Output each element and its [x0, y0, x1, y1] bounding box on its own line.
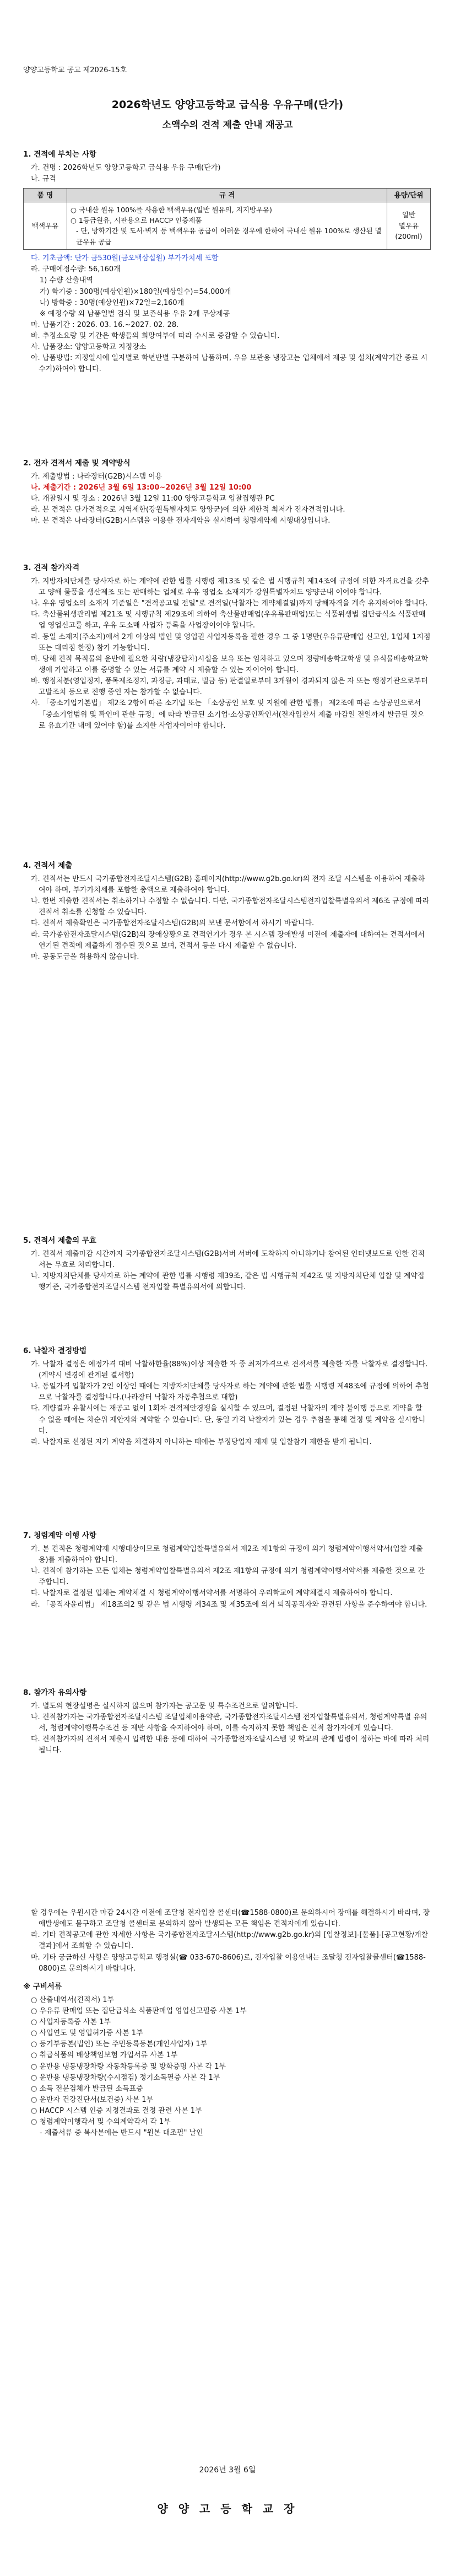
- document-item: - 제출서류 중 복사본에는 반드시 "원본 대조필" 날인: [40, 2129, 203, 2138]
- section-3-line: 다. 축산물위생관리법 제21조 및 시행규칙 제29조에 의하여 축산물판매업(우유류판매업)또는 식품위생법 집단급식소 식품판매업 영업신고를 하고, 우유 도소매 사업자 등록을 사업장이어야 합니다.: [31, 610, 426, 630]
- spec-unit-line: (200ml): [395, 232, 422, 241]
- section-8-line: 마. 기타 궁금하신 사항은 양양고등학교 행정실(☎ 033-670-8606)로, 전자입찰 이용안내는 조달청 전자입찰콜센터(☎1588-0800)로 문의하시기 바랍니다.: [31, 1953, 426, 1973]
- document-item: ○ 사업연도 및 영업허가증 사본 1부: [31, 2029, 143, 2038]
- section-2-line: 다. 개찰일시 및 장소 : 2026년 3월 12일 11:00 양양고등학교 입찰집행관 PC: [31, 495, 275, 503]
- document-item: ○ 우유류 판매업 또는 집단급식소 식품판매업 영업신고필증 사본 1부: [31, 2006, 247, 2015]
- section-3: [23, 562, 431, 732]
- spec-line: ○ 국내산 원유 100%를 사용한 백색우유(일반 원유의, 지지방우유): [71, 205, 272, 214]
- section-3-line: 마. 당해 견적 목적물의 운반에 필요한 차량(냉장탑차)시설을 보유 또는 임차하고 있으며 정량배송학교학생 및 유식물배송학교학생에 가입하고 이를 증명할 수 있는 서류를 계약 시 제출할 수 있는 자이어야 합니다.: [31, 654, 429, 675]
- section-1-line: 1) 수량 산출내역: [40, 276, 93, 285]
- section-7-title: 7. 청렴계약 이행 사항: [23, 1531, 96, 1540]
- section-6-line: 나. 동일가격 입찰자가 2인 이상인 때에는 지방자치단체를 당사자로 하는 계약에 관한 법률 시행령 제48조에 규정에 의하여 추첨으로 낙찰자를 결정합니다.(나라장터 낙찰자 자동추첨으로 대함): [31, 1382, 429, 1402]
- document-subtitle: 소액수의 견적 제출 안내 재공고: [162, 120, 293, 131]
- section-2-line: 나. 제출기간 : 2026년 3월 6일 13:00~2026년 3월 12일 10:00: [31, 484, 252, 492]
- section-1-line: 마. 납품기간 : 2026. 03. 16.~2027. 02. 28.: [31, 320, 179, 329]
- section-8-line: 다. 견적참가자의 견적서 제출시 입력한 내용 등에 대하여 국가종합전자조달시스템 및 학교의 관계 법령이 정하는 바에 따라 처리됩니다.: [31, 1735, 430, 1755]
- document-item: ○ HACCP 시스템 인증 지정결과로 결정 관련 사본 1부: [31, 2107, 202, 2116]
- section-7-line: 가. 본 견적은 청렴계약제 시행대상이므로 청렴계약입찰특별유의서 제2조 제1항의 규정에 의거 청렴계약이행서약서(입찰 제출용)를 제출하여야 합니다.: [31, 1544, 423, 1565]
- spec-unit-line: 멸우유: [398, 221, 419, 230]
- document-item: ○ 청렴계약이행각서 및 수의계약각서 각 1부: [31, 2118, 171, 2127]
- section-1-line: 라. 구매예정수량: 56,160개: [31, 265, 121, 274]
- section-3-line: 라. 동일 소재지(주소지)에서 2개 이상의 법인 및 영업권 사업자등록을 필한 경우 그 중 1명만(우유류판매업 신고인, 1업체 1지점 또는 대리점 한정) 참가 가능합니다.: [31, 632, 431, 652]
- section-6-line: 라. 낙찰자로 선정된 자가 계약을 체결하지 아니하는 때에는 부정당업자 제재 및 입찰참가 제한을 받게 됩니다.: [31, 1437, 372, 1446]
- section-4-line: 다. 견적서 제출확인은 국가종합전자조달시스템(G2B)의 보낸 문서함에서 하시기 바랍니다.: [31, 919, 315, 928]
- document-item: ○ 소득 전문검체가 발급된 소득표증: [31, 2084, 143, 2093]
- spec-item: 백색우유: [24, 202, 67, 250]
- spec-unit-line: 일반: [402, 211, 416, 219]
- section-8: [23, 1687, 431, 1757]
- document-item: ○ 취급식품의 배상책임보험 가입서류 사본 1부: [31, 2051, 178, 2060]
- section-1-line: 사. 납품장소: 양양고등학교 지정장소: [31, 343, 147, 352]
- required-documents: [23, 1981, 431, 2139]
- section-8-line: 가. 별도의 현장설명은 실시하지 않으며 참가자는 공고문 및 특수조건으로 알려합니다.: [31, 1702, 298, 1710]
- section-3-line: 바. 행정처분(영업정지, 품목제조정지, 과징금, 과태료, 벌금 등) 판결일로부터 3개월이 경과되지 않은 자 또는 행정기관으로부터 고발조치 등으로 진행 중인 자는 참가할 수 없습니다.: [31, 677, 428, 697]
- document-title: 2026학년도 양양고등학교 급식용 우유구매(단가): [111, 99, 344, 111]
- section-4-line: 가. 견적서는 반드시 국가종합전자조달시스템(G2B) 홈페이지(http://www.g2b.go.kr)의 전자 조달 시스템을 이용하여 제출하여야 하며, 부가가치세를 포함한 총액으로 제출하여야 합니다.: [31, 874, 425, 895]
- section-4-line: 마. 공동도급을 허용하지 않습니다.: [31, 952, 139, 961]
- section-5-line: 가. 견적서 제출마감 시간까지 국가종합전자조달시스템(G2B)서버 서버에 도착하지 아니하거나 참여된 인터넷보도로 인한 견적서는 무효로 처리합니다.: [31, 1249, 425, 1270]
- school-name: 양 양 고 등 학 교 장: [157, 2502, 298, 2515]
- spec-header: 용량/단위: [387, 189, 431, 202]
- section-1-line: 가) 학기중 : 300명(예상인원)×180일(예상일수)=54,000개: [40, 287, 231, 296]
- spec-line: - 단, 방학기간 및 도서·벽지 등 백색우유 공급이 어려운 경우에 한하여 국내산 원유 100%로 생산된 멸균우유 공급: [76, 227, 382, 246]
- section-5-line: 나. 지방자치단체를 당사자로 하는 계약에 관한 법률 시행령 제39조, 같은 법 시행규칙 제42조 및 지방자치단체 입찰 및 계약집행기준, 국가종합전자조달시스템 전자입찰 특별유의서에 의합니다.: [31, 1272, 425, 1292]
- spec-unit: [387, 202, 431, 250]
- section-3-title: 3. 견적 참가자격: [23, 564, 80, 572]
- document-item: ○ 산출내역서(견적서) 1부: [31, 1995, 115, 2004]
- section-1-line: 다. 기초금액: 단가 금530원(금오백삼십원) 부가가치세 포함: [31, 254, 219, 263]
- section-4-line: 라. 국가종합전자조달시스템(G2B)의 장애상황으로 견적연기가 경우 본 시스템 장애발생 이전에 제출자에 대하여는 견적서에서 연기된 견적에 제출하게 접수된 것으로 보며, 견적서 등을 다시 제출할 수 없습니다.: [31, 930, 425, 950]
- section-5-title: 5. 견적서 제출의 무효: [23, 1236, 96, 1245]
- document-item: ○ 사업자등록증 사본 1부: [31, 2018, 111, 2027]
- document-item: ○ 운반자 건강진단서(보건증) 사본 1부: [31, 2096, 154, 2105]
- spec-header: 품 명: [24, 189, 67, 202]
- section-4-line: 나. 한번 제출한 견적서는 취소하거나 수정할 수 없습니다. 다만, 국가종합전자조달시스템전자입찰특별유의서 제6조 규정에 따라 견적서 취소를 신청할 수 있습니다.: [31, 897, 430, 917]
- section-1: [23, 149, 431, 375]
- required-documents-title: ※ 구비서류: [23, 1982, 62, 1991]
- section-4-title: 4. 견적서 제출: [23, 861, 73, 870]
- section-6: [23, 1345, 431, 1448]
- spec-header: 규 격: [67, 189, 387, 202]
- section-4: [23, 860, 431, 963]
- section-8-title: 8. 참가자 유의사항: [23, 1688, 87, 1697]
- section-5: [23, 1235, 431, 1293]
- section-3-line: 가. 지방자치단체를 당사자로 하는 계약에 관한 법률 시행령 제13조 및 같은 법 시행규칙 제14조에 규정에 의한 자격요건을 갖추고 양해 물품을 생산제조 또는 판매하는 업체로 우유 영업소 소재지가 강원특별자치도 양양군내 이어야 합니다.: [31, 577, 429, 597]
- section-1-line: ※ 예정수량 외 남품일별 검식 및 보존식용 우유 2개 무상제공: [40, 309, 230, 318]
- section-1-line: 나) 방학중 : 30명(예상인원)×72일=2,160개: [40, 298, 185, 307]
- section-2: [23, 458, 431, 527]
- section-2-line: 마. 본 견적은 나라장터(G2B)시스템을 이용한 전자계약을 실시하여 청렴계약제 시행대상입니다.: [31, 517, 331, 525]
- section-8-line: 할 경우에는 우원시간 마감 24시간 이전에 조달청 전자입찰 콜센터(☎1588-0800)로 문의하시어 장애를 해결하시기 바라며, 장애발생에도 불구하고 조달청 콜센터로 문의하지 않아 발생되는 모든 책임은 견적자에게 있습니다.: [31, 1909, 430, 1929]
- section-2-title: 2. 전자 견적서 제출 및 계약방식: [23, 459, 131, 468]
- section-1-title: 1. 견적에 부치는 사항: [23, 150, 96, 159]
- section-1-line: 나. 규격: [31, 175, 56, 184]
- section-6-line: 다. 계량결과 유찰시에는 재공고 없이 1회차 견적제안경쟁을 실시할 수 있으며, 결정된 낙찰자의 계약 불이행 등으로 계약을 할 수 없을 때에는 차순위 제안자와 계약할 수 있습니다. 단, 동일 가격 낙찰자가 있는 경우 추첨을 통해 결정 및 계약을 실시합니다.: [31, 1404, 426, 1435]
- section-6-title: 6. 낙찰자 결정방법: [23, 1346, 87, 1355]
- spec-table: [23, 188, 431, 250]
- section-7-line: 라. 「공직자윤리법」 제18조의2 및 같은 법 시행령 제34조 및 제35조에 의거 퇴직공직자와 관련된 사항을 준수하여야 합니다.: [31, 1600, 427, 1609]
- section-6-line: 가. 낙찰자 결정은 예정가격 대비 낙찰하한율(88%)이상 제출한 자 중 최저가격으로 견적서를 제출한 자를 낙찰자로 결정합니다.(계약시 변경에 관계된 결서항): [31, 1360, 428, 1380]
- section-7: [23, 1530, 431, 1611]
- section-7-line: 다. 낙찰자로 결정된 업체는 계약체결 시 청렴계약이행서약서를 서명하여 우리학교에 계약체결시 제출하여야 합니다.: [31, 1589, 393, 1598]
- section-8-continued: [23, 1908, 431, 2139]
- section-8-line: 라. 기타 견적공고에 관한 자세한 사항은 국가종합전자조달시스템(http://www.g2b.go.kr)의 [입찰정보]-[물품]-[공고현황/개찰결과]에서 조회할 수 있습니다.: [31, 1931, 429, 1951]
- document-item: ○ 운반용 냉동냉장차량 자동차등록증 및 방화증명 사본 각 1부: [31, 2062, 226, 2071]
- section-3-line: 나. 우유 영업소의 소재지 기준일은 "견적공고일 전일"로 견적일(낙찰자는 계약체결일)까지 당해자격을 계속 유지하여야 합니다.: [31, 599, 428, 608]
- section-1-line: 바. 추정소요량 및 기간은 학생들의 희망여부에 따라 수시로 증감할 수 있습니다.: [31, 332, 280, 341]
- spec-description: [67, 202, 387, 250]
- section-3-line: 사. 「중소기업기본법」 제2조 2항에 따른 소기업 또는 「소상공인 보호 및 지원에 관한 법률」 제2조에 따른 소상공인으로서 「중소기업범위 및 확인에 관한 규정」에 따라 발급된 소기업·소상공인확인서(전자입찰서 제출 마감일 전일까지 발급된 것으로 유효기간 내에 있어야 함)를 소지한 사업자이어야 합니다.: [31, 699, 425, 730]
- section-7-line: 나. 견적에 참가하는 모든 업체는 청렴계약입찰특별유의서 제2조 제1항의 규정에 의거 청렴계약이행서약서를 제출한 것으로 간주합니다.: [31, 1567, 425, 1587]
- section-2-line: 가. 제출방법 : 나라장터(G2B)시스템 이용: [31, 472, 162, 481]
- section-1-line: 가. 건명 : 2026학년도 양양고등학교 급식용 우유 구매(단가): [31, 163, 221, 172]
- section-2-line: 라. 본 견적은 단가견적으로 지역제한(강원특별자치도 양양군)에 의한 제한적 최저가 전자견적입니다.: [31, 506, 345, 514]
- spec-line: ○ 1등급원유, 시판용으로 HACCP 인증제품: [71, 216, 202, 224]
- section-1-line: 아. 납품방법: 지정일시에 일자별로 학년반별 구분하여 납품하며, 우유 보관용 냉장고는 업체에서 제공 및 설치(계약기간 종료 시 수거)하여야 합니다.: [31, 354, 428, 374]
- section-8-line: 나. 견적참가자는 국가종합전자조달시스템 조달업체이용약관, 국가종합전자조달시스템 전자입찰특별유의서, 청렴계약특별 유의서, 청렴계약이행특수조건 등 제반 사항을 숙지하여야 하며, 이를 숙지하지 못한 책임은 견적 참가자에게 있습니다.: [31, 1713, 427, 1733]
- notice-number: 양양고등학교 공고 제2026-15호: [23, 66, 127, 74]
- document-item: ○ 운반용 냉동냉장차량(수시점검) 정기소독필증 사본 각 1부: [31, 2073, 220, 2082]
- document-item: ○ 등기부등본(법인) 또는 주민등록등본(개인사업자) 1부: [31, 2040, 208, 2049]
- document-date: 2026년 3월 6일: [199, 2466, 256, 2475]
